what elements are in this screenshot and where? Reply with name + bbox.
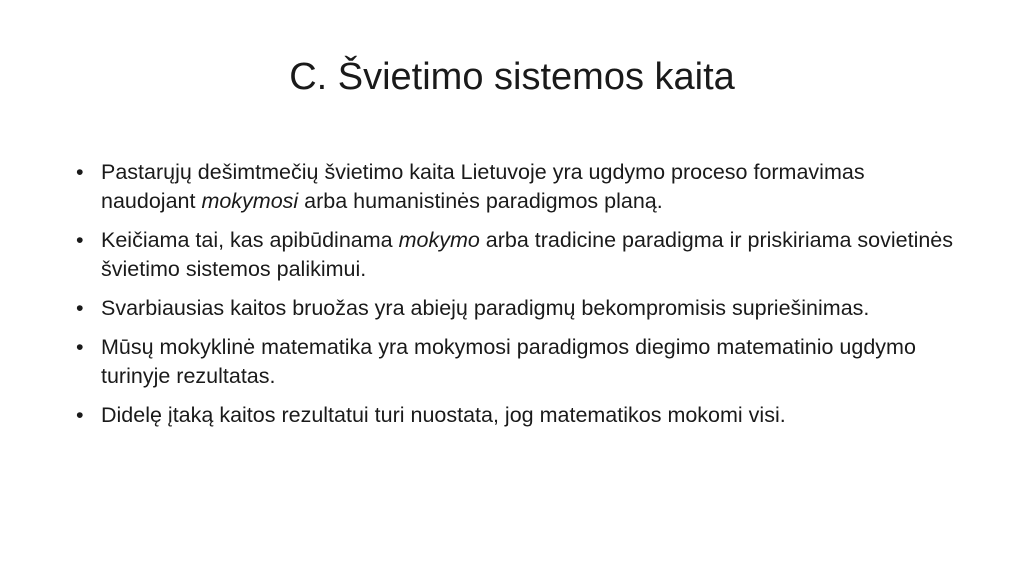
bullet-text	[101, 335, 916, 388]
list-item	[76, 294, 956, 323]
bullet-text	[101, 160, 865, 213]
bullet-text	[101, 403, 786, 427]
bullet-text	[101, 296, 869, 320]
text-segment: arba humanistinės paradigmos planą.	[298, 189, 663, 213]
text-segment: Didelę įtaką kaitos rezultatui turi nuostata, jog matematikos mokomi visi.	[101, 403, 786, 427]
emphasized-term: mokymosi	[201, 189, 299, 213]
bullet-list	[76, 158, 956, 440]
list-item	[76, 158, 956, 216]
slide-title: C. Švietimo sistemos kaita	[289, 56, 735, 98]
bullet-icon: •	[76, 160, 84, 184]
bullet-icon: •	[76, 335, 84, 359]
bullet-text	[101, 228, 953, 281]
text-segment: arba tradicine paradigma ir priskiriama sovietinės švietimo sistemos palikimui.	[101, 228, 954, 281]
text-segment: Pastarųjų dešimtmečių švietimo kaita Lietuvoje yra ugdymo proceso formavimas naudojant	[101, 160, 865, 213]
list-item	[76, 401, 956, 430]
list-item	[76, 333, 956, 391]
bullet-icon: •	[76, 403, 84, 427]
text-segment: Svarbiausias kaitos bruožas yra abiejų paradigmų bekompromisis supriešinimas.	[101, 296, 870, 320]
text-segment: Mūsų mokyklinė matematika yra mokymosi paradigmos diegimo matematinio ugdymo turinyje rezultatas.	[101, 335, 916, 388]
text-segment: Keičiama tai, kas apibūdinama	[101, 228, 399, 252]
bullet-icon: •	[76, 296, 84, 320]
list-item	[76, 226, 956, 284]
emphasized-term: mokymo	[398, 228, 480, 252]
bullet-icon: •	[76, 228, 84, 252]
